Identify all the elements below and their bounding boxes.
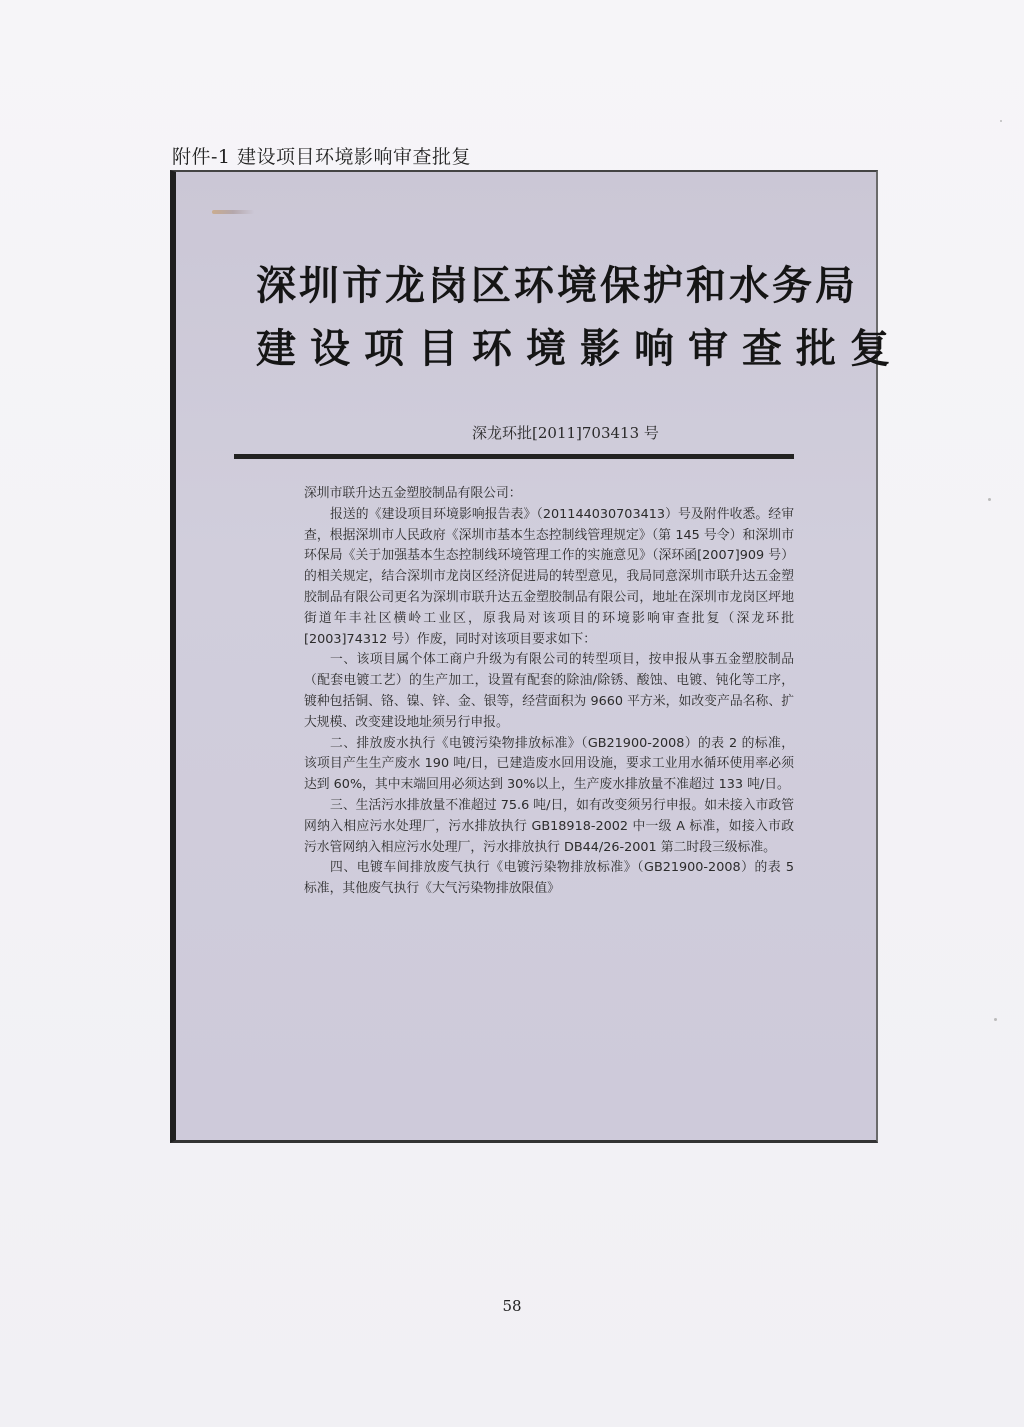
attachment-caption: 附件-1 建设项目环境影响审查批复	[172, 146, 472, 168]
scan-dot	[1000, 120, 1002, 122]
scan-dot	[994, 1018, 997, 1021]
paragraph-intro: 报送的《建设项目环境影响报告表》（201144030703413）号及附件收悉。经审查，根据深圳市人民政府《深圳市基本生态控制线管理规定》（第 145 号令）和深圳市环保局《关于加强基本生态控制线环境管理工作的实施意见》（深环函[2007]909 号）的相关规定，结合深圳市龙岗区经济促进局的转型意见，我局同意深圳市联升达五金塑胶制品有限公司更名为深圳市联升达五金塑胶制品有限公司，地址在深圳市龙岗区坪地街道年丰社区横岭工业区，原我局对该项目的环境影响审查批复（深龙环批[2003]74312 号）作废，同时对该项目要求如下：	[304, 506, 794, 647]
scan-dot	[988, 498, 991, 501]
page-number: 58	[502, 1297, 522, 1315]
addressee: 深圳市联升达五金塑胶制品有限公司：	[304, 486, 522, 501]
paragraph-2: 二、排放废水执行《电镀污染物排放标准》（GB21900-2008）的表 2 的标准，该项目产生生产废水 190 吨/日，已建造废水回用设施，要求工业用水循环使用率必须达到 60%，其中末端回用必须达到 30%以上，生产废水排放量不准超过 133 吨/日。	[304, 735, 794, 793]
document-title-line-2: 建设项目环境影响审查批复	[256, 325, 904, 372]
header-rule	[234, 454, 794, 459]
document-number: 深龙环批[2011]703413 号	[472, 424, 659, 442]
scan-speck	[212, 210, 254, 214]
document-body	[304, 484, 794, 900]
paragraph-4: 四、电镀车间排放废气执行《电镀污染物排放标准》（GB21900-2008）的表 5 标准，其他废气执行《大气污染物排放限值》	[304, 860, 794, 897]
paragraph-1: 一、该项目属个体工商户升级为有限公司的转型项目，按申报从事五金塑胶制品（配套电镀工艺）的生产加工，设置有配套的除油/除锈、酸蚀、电镀、钝化等工序，镀种包括铜、铬、镍、锌、金、银等，经营面积为 9660 平方米，如改变产品名称、扩大规模、改变建设地址须另行申报。	[304, 652, 794, 730]
scanned-document	[170, 170, 904, 1143]
document-title-line-1: 深圳市龙岗区环境保护和水务局	[256, 262, 858, 309]
paragraph-3: 三、生活污水排放量不准超过 75.6 吨/日，如有改变须另行申报。如未接入市政管网纳入相应污水处理厂，污水排放执行 GB18918-2002 中一级 A 标准，如接入市政污水管网纳入相应污水处理厂，污水排放执行 DB44/26-2001 第二时段三级标准。	[304, 797, 794, 855]
